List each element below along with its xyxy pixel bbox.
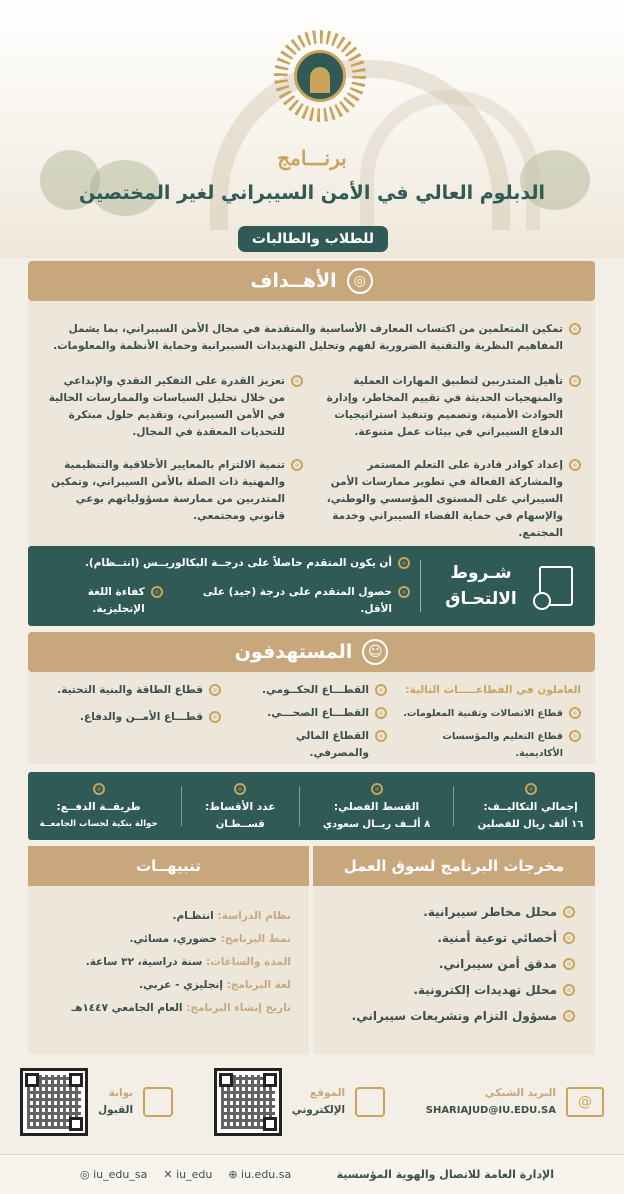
- bullet-icon: [563, 984, 575, 996]
- note-item: لغة البرنامج: إنجليزي - عربي.: [139, 979, 291, 991]
- bullet-icon: [569, 459, 581, 471]
- targets-section: [28, 632, 595, 764]
- note-item: المدة والساعات: سنة دراسية، ٣٢ ساعة.: [85, 956, 291, 968]
- target-item: القطـــاع الصحـــي.: [237, 705, 387, 722]
- email-label: البريد الشبكي: [484, 1087, 556, 1099]
- bullet-icon: [563, 958, 575, 970]
- bullet-icon: [569, 707, 581, 719]
- objective-item: تنمية الالتزام بالمعايير الأخلاقية والتنظيمية والمهنية ذات الصلة بالأمن السيبراني، وتمكين المتدربين من ممارسة مسؤولياتهم بوعي قانوني ومجتمعي.: [47, 457, 303, 542]
- bullet-icon: [375, 730, 387, 742]
- notes-panel: [28, 846, 309, 1054]
- objectives-section: [28, 261, 595, 546]
- website-link[interactable]: ⊕ iu.edu.sa: [228, 1168, 292, 1181]
- objective-item: تأهيل المتدربين لتطبيق المهارات العملية والمنهجيات الحديثة في تقييم المخاطر، وإدارة الحوادث الأمنية، وتصميم وتنفيذ استراتيجيات الدفاع السيبراني في بيئات عمل متنوعة.: [325, 373, 581, 441]
- footer: [0, 1154, 624, 1194]
- divider: [181, 786, 182, 826]
- objectives-panel: [28, 301, 595, 546]
- audience-badge: للطلاب والطالبات: [238, 226, 388, 252]
- email-block[interactable]: [426, 1085, 604, 1119]
- admission-item: أن يكون المتقدم حاصلاً على درجــة البكالوريــس (انتــظام).: [40, 555, 410, 572]
- bullet-icon: [563, 932, 575, 944]
- bullet-icon: [291, 459, 303, 471]
- note-item: نظام الدراسة: انتظـام.: [172, 910, 291, 922]
- fees-section: [28, 772, 595, 840]
- bullet-icon: [398, 557, 410, 569]
- targets-heading: المستهدفون: [234, 641, 353, 663]
- target-icon: ◎: [347, 268, 373, 294]
- document-search-icon: [531, 566, 581, 606]
- target-item: قطـــاع الأمــن والدفاع.: [42, 709, 221, 726]
- bullet-icon: [371, 783, 383, 795]
- notes-heading: تنبيهــات: [28, 846, 309, 886]
- university-logo: [274, 30, 366, 122]
- website-block[interactable]: الموقع الإلكتروني: [214, 1068, 385, 1136]
- fee-item: إجمالي التكاليــف: ١٦ ألف ريال للفصلين: [478, 780, 584, 833]
- hero-section: [0, 0, 624, 258]
- bullet-icon: [569, 375, 581, 387]
- fee-item: القسط الفصلي: ٨ ألــف ريــال سعودي: [323, 780, 430, 833]
- admission-section: [28, 546, 595, 626]
- note-item: تاريخ إنشاء البرنامج: العام الجامعي ١٤٤٧هـ: [71, 1002, 291, 1014]
- bullet-icon: [93, 783, 105, 795]
- outcome-item: أخصائي توعية أمنية.: [313, 930, 575, 947]
- bullet-icon: [375, 684, 387, 696]
- outcome-item: محلل مخاطر سيبرانية.: [313, 904, 575, 921]
- outcomes-notes-section: [28, 846, 595, 1054]
- objective-item: تمكين المتعلمين من اكتساب المعارف الأساسية والمتقدمة في مجال الأمن السيبراني، بما يشمل المفاهيم النظرية والتقنية الضرورية لفهم وتحليل التهديدات السيبرانية وحماية الأنظمة والمعلومات.: [42, 321, 581, 355]
- outcomes-panel: [313, 846, 595, 1054]
- note-item: نمط البرنامج: حضوري، مسائي.: [129, 933, 291, 945]
- target-item: القطـــاع الحكــومي.: [237, 682, 387, 699]
- objectives-heading: الأهــداف: [250, 270, 337, 292]
- bullet-icon: [563, 1010, 575, 1022]
- admission-item: حصول المتقدم على درجة (جيد) على الأقل.: [183, 584, 410, 618]
- objective-item: إعداد كوادر قادرة على التعلم المستمر والمشاركة الفعالة في تطوير ممارسات الأمن السيبراني على المستوى المؤسسي والوطني، والإسهام في حماية الفضاء السيبراني وخدمة المجتمع.: [325, 457, 581, 542]
- bullet-icon: [151, 586, 163, 598]
- portal-qr-code[interactable]: [20, 1068, 88, 1136]
- fee-item: طريقــة الدفــع: حوالة بنكية لحساب الجامعــة: [40, 780, 158, 833]
- website-qr-code[interactable]: [214, 1068, 282, 1136]
- target-item: قطاع الطاقة والبنية التحتية.: [42, 682, 221, 699]
- targets-header: [28, 632, 595, 672]
- target-item: قطاع التعليم والمؤسسات الأكاديمية.: [403, 728, 581, 762]
- divider: [299, 786, 300, 826]
- objective-item: تعزيز القدرة على التفكير النقدي والإبداعي من خلال تحليل السياسات والممارسات الحالية في الأمن السيبراني، وتقديم حلول مبتكرة للتحديات المعقدة في المجال.: [47, 373, 303, 441]
- targets-intro: العاملون في القطاعـــــات التالية:: [405, 684, 581, 696]
- instagram-link[interactable]: ◎ iu_edu_sa: [80, 1168, 148, 1181]
- portal-block[interactable]: بوابة القبول: [20, 1068, 173, 1136]
- bullet-icon: [569, 323, 581, 335]
- outcome-item: محلل تهديدات إلكترونية.: [313, 982, 575, 999]
- people-icon: ☺: [362, 639, 388, 665]
- department-name: الإدارة العامة للاتصال والهوية المؤسسية: [336, 1168, 554, 1181]
- outcome-item: مسؤول التزام وتشريعات سيبراني.: [313, 1008, 575, 1025]
- outcomes-heading: مخرجات البرنامج لسوق العمل: [313, 846, 595, 886]
- bullet-icon: [234, 783, 246, 795]
- fee-item: عدد الأقساط: قســطـان: [205, 780, 275, 833]
- bullet-icon: [209, 684, 221, 696]
- divider: [453, 786, 454, 826]
- target-item: القطاع المالي والمصرفي.: [237, 728, 387, 762]
- outcome-item: مدقق أمن سيبراني.: [313, 956, 575, 973]
- monitor-icon: [355, 1087, 385, 1117]
- admission-item: كفاءة اللغة الإنجليزية.: [40, 584, 163, 618]
- bullet-icon: [563, 906, 575, 918]
- program-title: الدبلوم العالي في الأمن السيبراني لغير المختصين: [78, 182, 546, 204]
- target-item: قطاع الاتصالات وتقنية المعلومات.: [403, 705, 581, 722]
- bullet-icon: [569, 730, 581, 742]
- bullet-icon: [375, 707, 387, 719]
- bullet-icon: [291, 375, 303, 387]
- targets-panel: [28, 672, 595, 764]
- bullet-icon: [398, 586, 410, 598]
- bullet-icon: [525, 783, 537, 795]
- contact-section: [20, 1062, 604, 1142]
- objectives-header: [28, 261, 595, 301]
- divider: [420, 560, 421, 612]
- portal-icon: [143, 1087, 173, 1117]
- email-icon: @: [566, 1087, 604, 1117]
- program-label: برنـــامج: [277, 146, 347, 170]
- bullet-icon: [209, 711, 221, 723]
- admission-heading: شـروط الالتحـاق: [445, 563, 517, 609]
- x-link[interactable]: ✕ iu_edu: [163, 1168, 213, 1181]
- email-address[interactable]: SHARIAJUD@IU.EDU.SA: [425, 1105, 556, 1116]
